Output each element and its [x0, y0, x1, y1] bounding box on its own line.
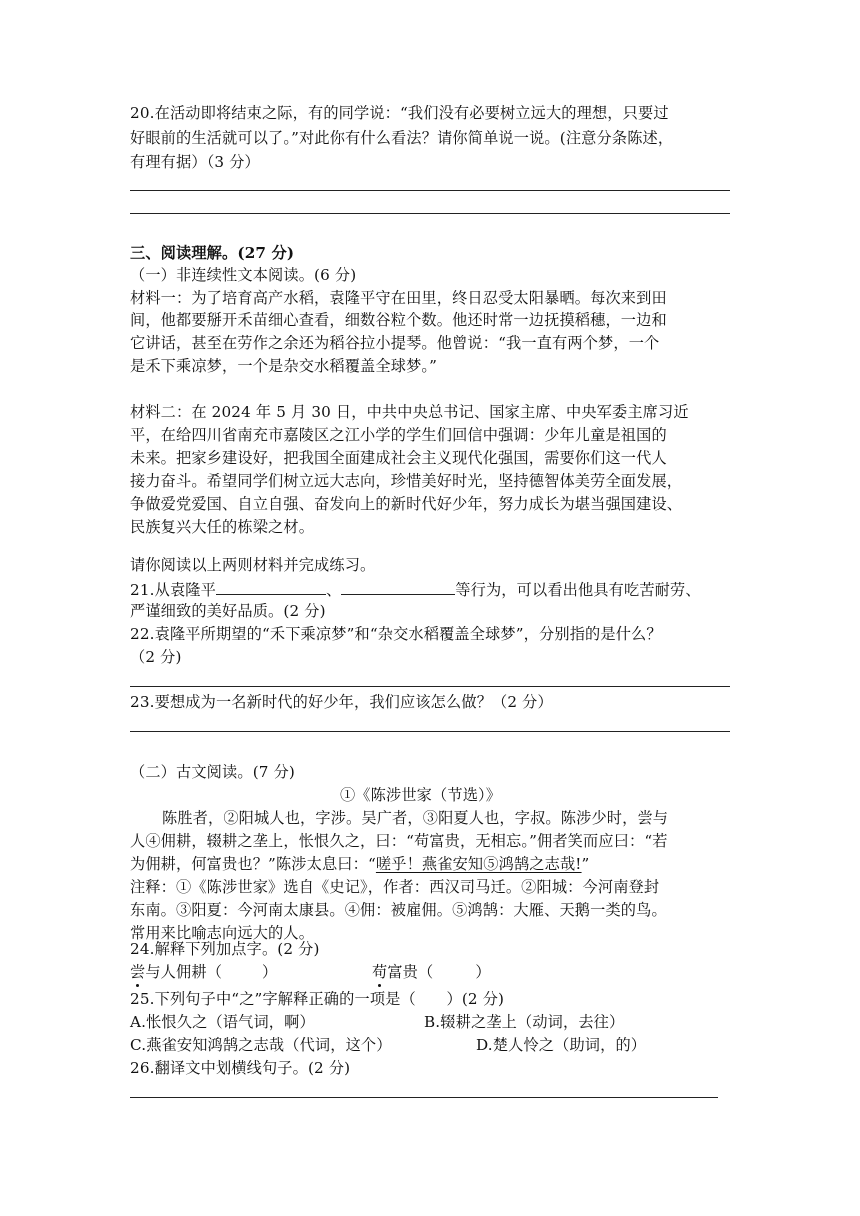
q21-line: 严谨细致的美好品质。(2 分) [130, 602, 326, 620]
part2-title: （二）古文阅读。(7 分) [130, 763, 295, 781]
q25-option-c: C.燕雀安知鸿鹄之志哉（代词，这个） [130, 1036, 392, 1054]
q21-sep: 、 [325, 581, 342, 599]
passage-line: 陈胜者，②阳城人也，字涉。吴广者，③阳夏人也，字叔。陈涉少时，尝与 [162, 809, 669, 827]
q21-line [130, 578, 701, 600]
answer-line [130, 686, 730, 687]
q24-item-close: ） [262, 963, 278, 981]
q25-option-a: A.怅恨久之（语气词，啊） [130, 1013, 315, 1031]
dotted-char: 苟 [372, 963, 388, 981]
passage-line: 人④佣耕，辍耕之垄上，怅恨久之，曰：“苟富贵，无相忘。”佣者笑而应曰：“若 [130, 832, 668, 850]
answer-line [130, 731, 730, 732]
q21-suffix: 等行为，可以看出他具有吃苦耐劳、 [455, 581, 701, 599]
underlined-sentence: 嗟乎！燕雀安知⑤鸿鹄之志哉! [375, 855, 582, 873]
q21-blank-2[interactable] [341, 578, 455, 595]
material2-line: 争做爱党爱国、自立自强、奋发向上的新时代好少年，努力成长为堪当强国建设、 [130, 495, 683, 513]
q24-item-text: 富贵（ [387, 963, 434, 981]
q20-line: 好眼前的生活就可以了。”对此你有什么看法？请你简单说一说。(注意分条陈述， [130, 129, 674, 147]
q22-line: 22.袁隆平所期望的“禾下乘凉梦”和“杂交水稻覆盖全球梦”，分别指的是什么？ [130, 625, 662, 643]
q26-title: 26.翻译文中划横线句子。(2 分) [130, 1059, 351, 1077]
passage-text: ” [581, 855, 590, 873]
q24-item-text: 与人佣耕（ [145, 963, 223, 981]
q24-item-2 [372, 962, 491, 982]
q20-line: 20.在活动即将结束之际，有的同学说：“我们没有必要树立远大的理想，只要过 [130, 104, 669, 122]
section-title: 三、阅读理解。(27 分) [130, 244, 295, 262]
passage-title: ①《陈涉世家（节选）》 [340, 786, 502, 804]
material1-line: 是禾下乘凉梦，一个是杂交水稻覆盖全球梦。” [130, 357, 438, 375]
dotted-char: 尝 [130, 963, 146, 981]
material2-line: 接力奋斗。希望同学们树立远大志向，珍惜美好时光，坚持德智体美劳全面发展， [130, 472, 683, 490]
material2-line: 材料二：在 2024 年 5 月 30 日，中共中央总书记、国家主席、中央军委主席习近 [130, 403, 689, 421]
q25-option-b: B.辍耕之垄上（动词，去往） [424, 1013, 625, 1031]
q23-line: 23.要想成为一名新时代的好少年，我们应该怎么做？（2 分） [130, 693, 553, 711]
answer-line [130, 190, 730, 191]
material1-line: 它讲话，甚至在劳作之余还为稻谷拉小提琴。他曾说：“我一直有两个梦，一个 [130, 334, 660, 352]
material1-line: 材料一：为了培育高产水稻，袁隆平守在田里，终日忍受太阳暴晒。每次来到田 [130, 289, 667, 307]
q20-line: 有理有据）（3 分） [130, 153, 260, 171]
material2-line: 未来。把家乡建设好，把我国全面建成社会主义现代化强国，需要你们这一代人 [130, 449, 667, 467]
answer-line [130, 1097, 718, 1098]
instruction: 请你阅读以上两则材料并完成练习。 [130, 556, 376, 574]
notes-line: 东南。③阳夏：今河南太康县。④佣：被雇佣。⑤鸿鹄：大雁、天鹅一类的鸟。 [130, 901, 667, 919]
notes-line: 注释：①《陈涉世家》选自《史记》，作者：西汉司马迁。②阳城：今河南登封 [130, 878, 660, 896]
q24-item-1 [130, 962, 277, 982]
answer-line [130, 213, 730, 214]
q24-item-close: ） [475, 963, 491, 981]
q21-prefix: 21.从袁隆平 [130, 581, 216, 599]
notes-line: 常用来比喻志向远大的人。 [130, 924, 315, 942]
q25-title: 25.下列句子中“之”字解释正确的一项是（ ）(2 分) [130, 990, 505, 1008]
q25-option-d: D.楚人怜之（助词，的） [476, 1036, 647, 1054]
passage-line [130, 854, 589, 874]
q21-blank-1[interactable] [216, 578, 326, 595]
q22-line: （2 分) [130, 648, 182, 666]
q24-title: 24.解释下列加点字。(2 分) [130, 940, 320, 958]
part1-title: （一）非连续性文本阅读。(6 分) [130, 266, 357, 284]
material1-line: 间，他都要掰开禾苗细心查看，细数谷粒个数。他还时常一边抚摸稻穗，一边和 [130, 311, 667, 329]
material2-line: 平，在给四川省南充市嘉陵区之江小学的学生们回信中强调：少年儿童是祖国的 [130, 426, 667, 444]
material2-line: 民族复兴大任的栋梁之材。 [130, 518, 315, 536]
passage-text: 为佣耕，何富贵也？”陈涉太息曰：“ [130, 855, 376, 873]
